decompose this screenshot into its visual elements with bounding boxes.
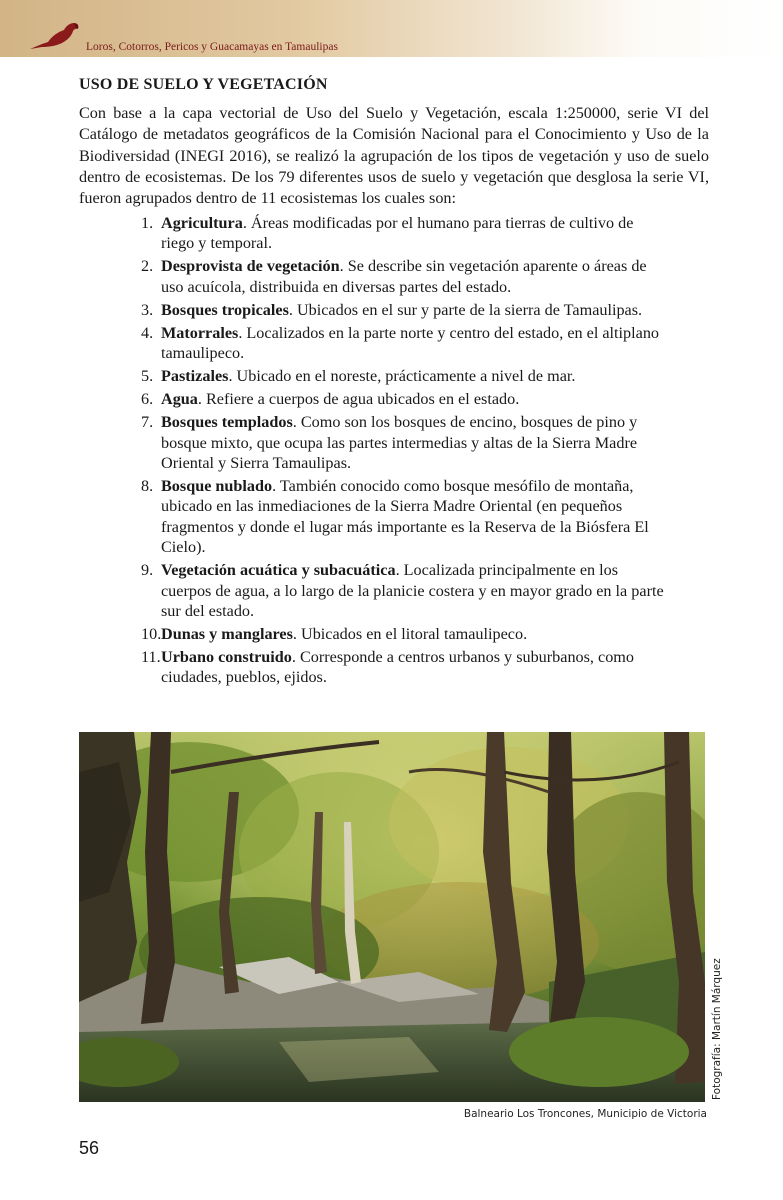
ecosystem-description: . Ubicados en el sur y parte de la sierra de Tamaulipas. <box>288 300 643 319</box>
list-number: 5. <box>141 367 154 386</box>
intro-paragraph: Con base a la capa vectorial de Uso del Suelo y Vegetación, escala 1:250000, serie VI del Catálogo de metadatos geográficos de la Comisión Nacional para el Conocimiento y Uso de la Biodiversidad (INEGI 2016), se realizó la agrupación de los tipos de vegetación y uso de suelo dentro de ecosistemas. De los 79 diferentes usos de suelo y vegetación que desglosa la serie VI, fueron agrupados dentro de 11 ecosistemas los cuales son: <box>79 104 709 208</box>
ecosystem-name: Urbano construido <box>161 648 292 667</box>
forest-scene-illustration <box>79 732 705 1102</box>
list-item <box>141 323 666 364</box>
ecosystem-description: . Áreas modificadas por el humano para tierras de cultivo de riego y temporal. <box>161 214 634 253</box>
ecosystem-description: . Se describe sin vegetación aparente o áreas de uso acuícola, distribuida en diversas partes del estado. <box>161 257 647 296</box>
ecosystem-name: Bosque nublado <box>161 477 273 496</box>
list-item <box>141 624 666 644</box>
ecosystem-name: Vegetación acuática y subacuática <box>161 561 396 580</box>
ecosystem-name: Agua <box>161 390 198 409</box>
list-number: 7. <box>141 413 154 432</box>
ecosystem-description: . Corresponde a centros urbanos y suburbanos, como ciudades, pueblos, ejidos. <box>161 648 634 687</box>
ecosystem-description: . Ubicados en el litoral tamaulipeco. <box>292 625 528 644</box>
list-item <box>141 476 666 558</box>
ecosystem-description: . Como son los bosques de encino, bosques de pino y bosque mixto, que ocupa las partes intermedias y altas de la Sierra Madre Oriental y Sierra Tamaulipas. <box>161 413 638 473</box>
list-item <box>141 647 666 688</box>
ecosystem-name: Dunas y manglares <box>161 625 293 644</box>
list-number: 11. <box>141 648 161 667</box>
list-number: 2. <box>141 257 154 276</box>
ecosystem-description: . También conocido como bosque mesófilo de montaña, ubicado en las inmediaciones de la Sierra Madre Oriental (en pequeños fragmentos y donde el lugar más importante es la Reserva de la Biósfera El Cielo). <box>161 477 649 557</box>
section-title: USO DE SUELO Y VEGETACIÓN <box>79 76 328 93</box>
ecosystem-name: Desprovista de vegetación <box>161 257 340 276</box>
photo-credit: Fotografía: Martín Márquez <box>711 958 723 1100</box>
ecosystem-description: . Localizados en la parte norte y centro del estado, en el altiplano tamaulipeco. <box>161 323 660 363</box>
list-number: 8. <box>141 477 154 496</box>
list-number: 9. <box>141 561 154 580</box>
list-item <box>141 560 666 621</box>
list-number: 4. <box>141 323 154 342</box>
header-band <box>0 0 783 57</box>
list-item <box>141 300 666 320</box>
header-title: Loros, Cotorros, Pericos y Guacamayas en Tamaulipas <box>86 41 338 53</box>
ecosystem-name: Agricultura <box>161 214 243 232</box>
ecosystem-description: . Localizada principalmente en los cuerpos de agua, a lo largo de la planicie costera y en mayor grado en la parte sur del estado. <box>161 561 664 621</box>
ecosystem-name: Bosques tropicales <box>161 300 289 319</box>
ecosystem-name: Matorrales <box>161 323 239 342</box>
parrot-silhouette-icon <box>28 18 80 52</box>
list-number: 6. <box>141 390 154 409</box>
ecosystem-name: Bosques templados <box>161 413 293 432</box>
ecosystem-description: . Ubicado en el noreste, prácticamente a nivel de mar. <box>228 367 576 386</box>
list-item <box>141 389 666 409</box>
ecosystem-description: . Refiere a cuerpos de agua ubicados en el estado. <box>197 390 520 409</box>
page-number: 56 <box>79 1138 100 1158</box>
list-number: 10. <box>141 625 162 644</box>
photo-caption: Balneario Los Troncones, Municipio de Victoria <box>463 1108 707 1120</box>
ecosystem-name: Pastizales <box>161 367 229 386</box>
list-item <box>141 213 666 254</box>
list-number: 3. <box>141 300 154 319</box>
list-number: 1. <box>141 214 154 232</box>
list-item <box>141 366 666 386</box>
list-item <box>141 412 666 473</box>
list-item <box>141 256 666 297</box>
ecosystem-list <box>141 213 666 690</box>
forest-river-photo <box>79 732 705 1102</box>
